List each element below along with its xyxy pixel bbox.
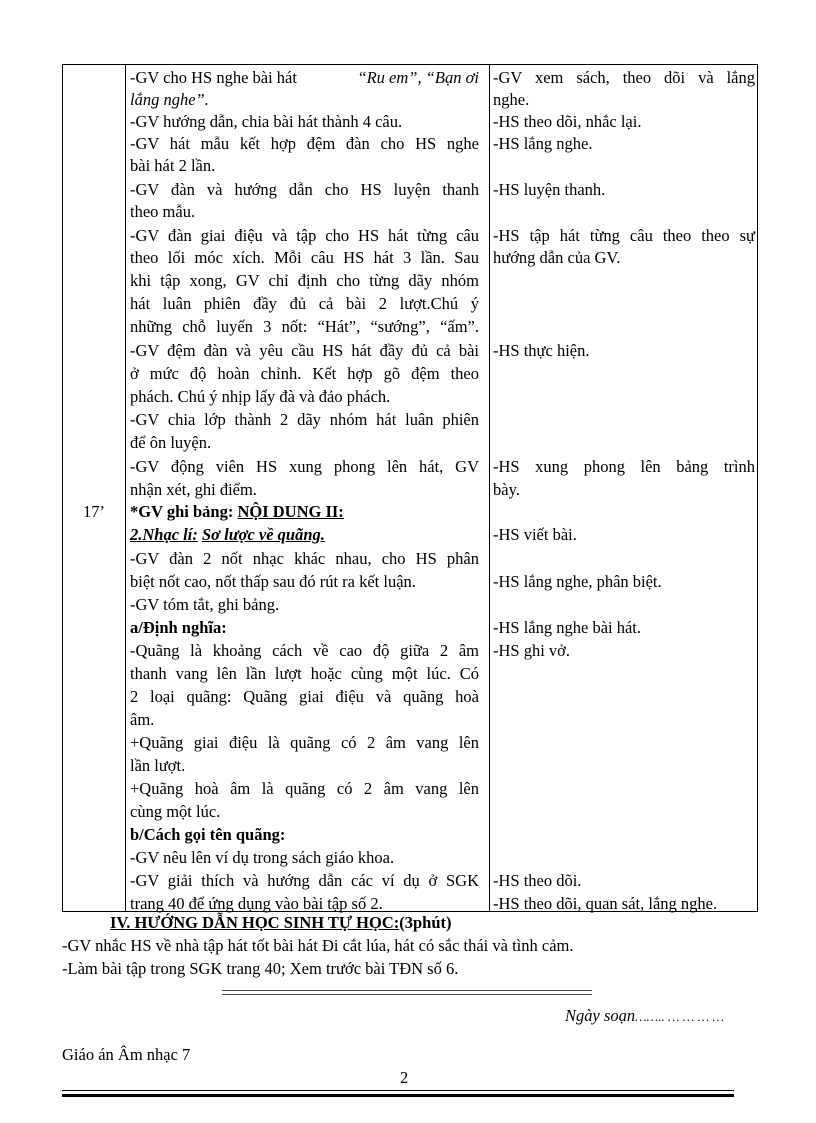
separator: ===================================== bbox=[222, 983, 431, 994]
student-line: nghe. bbox=[493, 90, 530, 109]
column-divider bbox=[489, 65, 490, 911]
teacher-line: -GV cho HS nghe bài hát “Ru em”, “Bạn ơi bbox=[130, 68, 479, 87]
student-line: -HS xung phong lên bảng trình bbox=[493, 457, 755, 476]
student-line: -HS lắng nghe, phân biệt. bbox=[493, 572, 662, 591]
teacher-line: biệt nốt cao, nốt thấp sau đó rút ra kết luận. bbox=[130, 572, 416, 591]
teacher-line: lần lượt. bbox=[130, 756, 186, 775]
teacher-line: -GV chia lớp thành 2 dãy nhóm hát luân phiên bbox=[130, 410, 479, 429]
teacher-line: nhận xét, ghi điểm. bbox=[130, 480, 257, 499]
teacher-line: -GV đệm đàn và yêu cầu HS hát đầy đủ cả bài bbox=[130, 341, 479, 360]
teacher-line: theo lối móc xích. Mỗi câu HS hát 3 lần. Sau bbox=[130, 248, 479, 267]
naming-heading: b/Cách gọi tên quãng: bbox=[130, 825, 286, 844]
teacher-line: -GV giải thích và hướng dẫn các ví dụ ở SGK bbox=[130, 871, 479, 890]
student-line: hướng dẫn của GV. bbox=[493, 248, 621, 267]
separator-rule bbox=[222, 994, 592, 995]
time-cell: 17’ bbox=[83, 502, 105, 521]
student-line: bày. bbox=[493, 480, 520, 499]
teacher-line: phách. Chú ý nhịp lấy đà và đảo phách. bbox=[130, 387, 391, 406]
student-line: -HS theo dõi, nhắc lại. bbox=[493, 112, 642, 131]
section-heading: IV. HƯỚNG DẪN HỌC SINH TỰ HỌC:(3phút) bbox=[110, 913, 452, 932]
teacher-line: thanh vang lên lần lượt hoặc cùng một lúc. Có bbox=[130, 664, 479, 683]
doc-title: Giáo án Âm nhạc 7 bbox=[62, 1045, 191, 1064]
page-number: 2 bbox=[400, 1068, 409, 1087]
student-line: -HS theo dõi, quan sát, lắng nghe. bbox=[493, 894, 718, 913]
teacher-line: -GV đàn giai điệu và tập cho HS hát từng câu bbox=[130, 226, 479, 245]
section-line: -Làm bài tập trong SGK trang 40; Xem trước bài TĐN số 6. bbox=[62, 959, 459, 978]
student-line: -HS ghi vở. bbox=[493, 641, 571, 660]
teacher-line: khi tập xong, GV chỉ định cho từng dãy nhóm bbox=[130, 271, 479, 290]
column-divider bbox=[125, 65, 126, 911]
lesson-table bbox=[62, 64, 758, 912]
teacher-line: để ôn luyện. bbox=[130, 433, 212, 452]
student-line: -HS lắng nghe. bbox=[493, 134, 593, 153]
date-line: Ngày soạn…….. … … … … bbox=[565, 1006, 724, 1025]
teacher-line: 2 loại quãng: Quãng giai điệu và quãng hoà bbox=[130, 687, 479, 706]
student-line: -GV xem sách, theo dõi và lắng bbox=[493, 68, 755, 87]
song-titles: “Ru em”, “Bạn ơi bbox=[357, 68, 479, 87]
section-line: -GV nhắc HS về nhà tập hát tốt bài hát Đi cắt lúa, hát có sắc thái và tình cảm. bbox=[62, 936, 574, 955]
teacher-line: hát luân phiên đầy đủ cả bài 2 lượt.Chú ý bbox=[130, 294, 479, 313]
teacher-line: -GV hướng dẫn, chia bài hát thành 4 câu. bbox=[130, 112, 403, 131]
definition-heading: a/Định nghĩa: bbox=[130, 618, 227, 637]
teacher-line: -GV đàn 2 nốt nhạc khác nhau, cho HS phân bbox=[130, 549, 479, 568]
student-line: -HS luyện thanh. bbox=[493, 180, 606, 199]
student-line: -HS tập hát từng câu theo theo sự bbox=[493, 226, 755, 245]
teacher-line: -GV nêu lên ví dụ trong sách giáo khoa. bbox=[130, 848, 395, 867]
student-line: -HS lắng nghe bài hát. bbox=[493, 618, 642, 637]
student-line: -HS theo dõi. bbox=[493, 871, 582, 890]
teacher-line: -GV tóm tắt, ghi bảng. bbox=[130, 595, 280, 614]
teacher-line: những chỗ luyến 3 nốt: “Hát”, “sướng”, “ấm”. bbox=[130, 317, 479, 336]
footer-rule bbox=[62, 1094, 734, 1097]
teacher-line: cùng một lúc. bbox=[130, 802, 221, 821]
teacher-line: trang 40 để ứng dụng vào bài tập số 2. bbox=[130, 894, 383, 913]
teacher-line: ở mức độ hoàn chỉnh. Kết hợp gõ đệm theo bbox=[130, 364, 479, 383]
teacher-line: +Quãng hoà âm là quãng có 2 âm vang lên bbox=[130, 779, 479, 798]
teacher-line: -GV hát mẫu kết hợp đệm đàn cho HS nghe bbox=[130, 134, 479, 153]
theory-heading: 2.Nhạc lí: Sơ lược về quãng. bbox=[130, 525, 325, 544]
teacher-line: theo mẫu. bbox=[130, 202, 196, 221]
teacher-line: -GV động viên HS xung phong lên hát, GV bbox=[130, 457, 479, 476]
teacher-line: lắng nghe”. bbox=[130, 90, 209, 109]
student-line: -HS thực hiện. bbox=[493, 341, 590, 360]
footer-rule bbox=[62, 1090, 734, 1091]
board-note: *GV ghi bảng: NỘI DUNG II: bbox=[130, 502, 344, 521]
teacher-line: -Quãng là khoảng cách về cao độ giữa 2 âm bbox=[130, 641, 479, 660]
teacher-line: +Quãng giai điệu là quãng có 2 âm vang lên bbox=[130, 733, 479, 752]
teacher-line: âm. bbox=[130, 710, 155, 729]
teacher-line: -GV đàn và hướng dẫn cho HS luyện thanh bbox=[130, 180, 479, 199]
teacher-line: bài hát 2 lần. bbox=[130, 156, 216, 175]
student-line: -HS viết bài. bbox=[493, 525, 577, 544]
separator-rule bbox=[222, 990, 592, 991]
